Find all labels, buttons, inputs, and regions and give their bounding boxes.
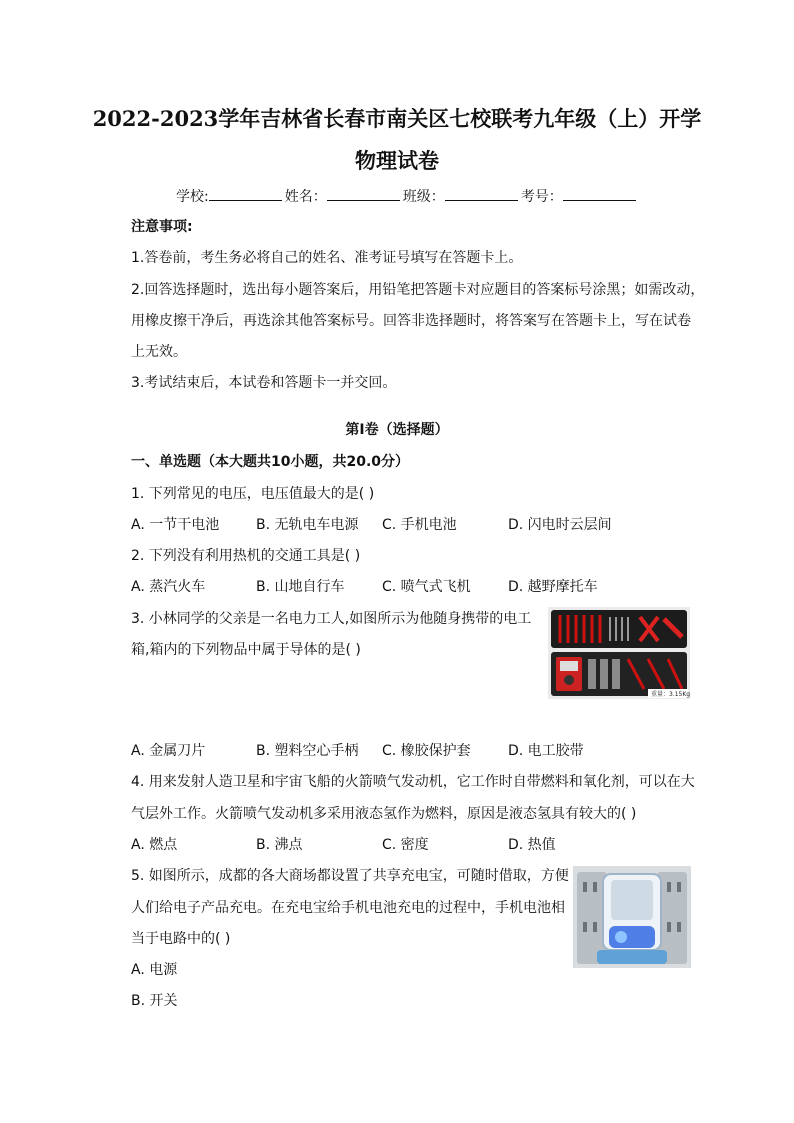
question-stem: 3. 小林同学的父亲是一名电力工人,如图所示为他随身携带的电工 [131,611,532,627]
name-blank[interactable] [327,186,400,201]
notice-item: 用橡皮擦干净后，再选涂其他答案标号。回答非选择题时，将答案写在答题卡上，写在试卷 [131,313,691,329]
option-a[interactable]: A. 金属刀片 [131,743,206,759]
student-info-row [176,186,639,207]
class-label: 班级： [402,189,445,205]
exam-no-label: 考号： [520,189,563,205]
school-label: 学校: [176,189,209,205]
option-b[interactable]: B. 沸点 [256,837,303,853]
question-stem: 1. 下列常见的电压，电压值最大的是( ) [131,486,375,502]
class-blank[interactable] [445,186,518,201]
question-stem: 人们给电子产品充电。在充电宝给手机电池充电的过程中，手机电池相 [131,900,565,916]
school-blank[interactable] [209,186,282,201]
option-c[interactable]: C. 手机电池 [382,517,457,533]
toolbox-image [548,607,690,699]
option-a[interactable]: A. 燃点 [131,837,178,853]
exam-title-line1: 2022-2023学年吉林省长春市南关区七校联考九年级（上）开学 [92,106,702,131]
question-stem: 气层外工作。火箭喷气发动机多采用液态氢作为燃料，原因是液态氢具有较大的( ) [131,806,637,822]
option-a[interactable]: A. 蒸汽火车 [131,579,206,595]
power-bank-image [573,866,691,968]
question-stem: 当于电路中的( ) [131,931,231,947]
notice-item: 1.答卷前，考生务必将自己的姓名、准考证号填写在答题卡上。 [131,250,523,266]
option-c[interactable]: C. 橡胶保护套 [382,743,471,759]
notice-item: 3.考试结束后，本试卷和答题卡一并交回。 [131,375,397,391]
option-d[interactable]: D. 热值 [508,837,556,853]
question-stem: 5. 如图所示，成都的各大商场都设置了共享充电宝，可随时借取，方便 [131,868,569,884]
option-b[interactable]: B. 开关 [131,993,178,1009]
option-d[interactable]: D. 闪电时云层间 [508,517,612,533]
option-a[interactable]: A. 一节干电池 [131,517,220,533]
option-b[interactable]: B. 无轨电车电源 [256,517,359,533]
part-heading: 一、单选题（本大题共10小题，共20.0分） [131,454,410,470]
option-d[interactable]: D. 电工胶带 [508,743,584,759]
notice-item: 2.回答选择题时，选出每小题答案后，用铅笔把答题卡对应题目的答案标号涂黑；如需改动， [131,282,705,298]
option-b[interactable]: B. 山地自行车 [256,579,345,595]
exam-title-line2: 物理试卷 [355,148,439,173]
option-c[interactable]: C. 喷气式飞机 [382,579,471,595]
exam-no-blank[interactable] [563,186,636,201]
question-stem: 2. 下列没有利用热机的交通工具是( ) [131,548,361,564]
toolbox-weight-label: 重量：3.15Kg [651,691,690,698]
option-a[interactable]: A. 电源 [131,962,178,978]
notice-heading: 注意事项: [131,219,193,235]
name-label: 姓名： [284,189,327,205]
question-stem: 箱,箱内的下列物品中属于导体的是( ) [131,642,361,658]
option-b[interactable]: B. 塑料空心手柄 [256,743,359,759]
option-c[interactable]: C. 密度 [382,837,429,853]
question-stem: 4. 用来发射人造卫星和宇宙飞船的火箭喷气发动机，它工作时自带燃料和氧化剂，可以在大 [131,774,695,790]
option-d[interactable]: D. 越野摩托车 [508,579,598,595]
notice-item: 上无效。 [131,344,187,360]
section-title: 第I卷（选择题） [345,422,449,438]
